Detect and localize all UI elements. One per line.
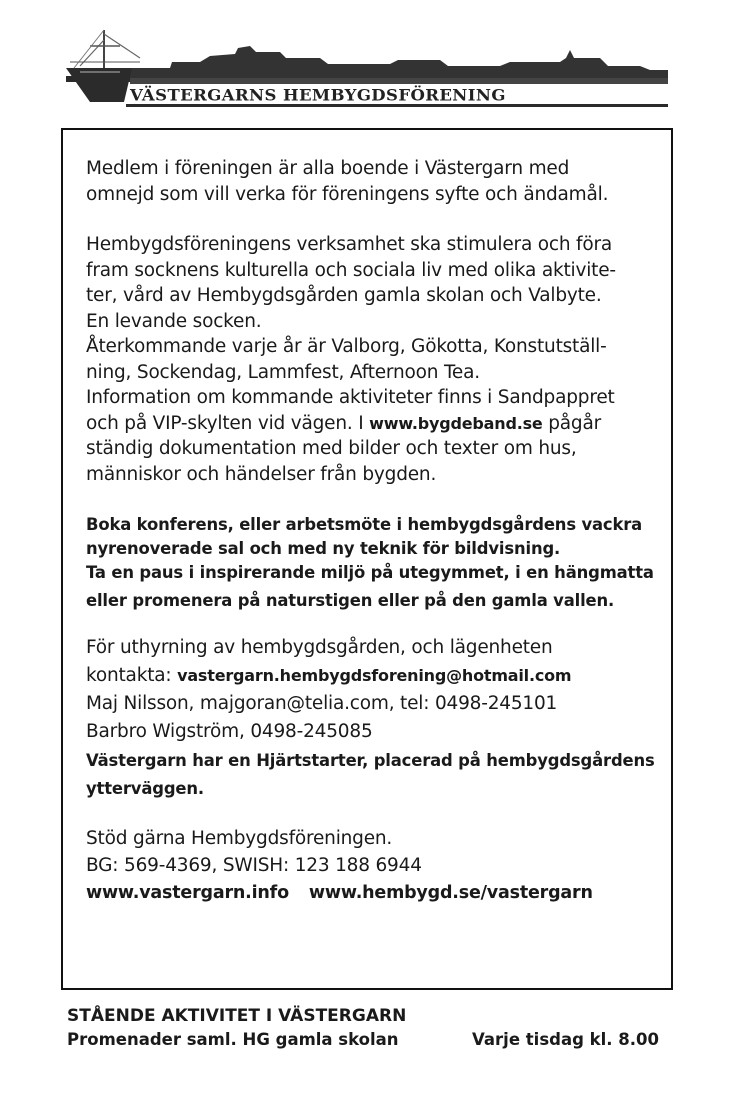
website-line (86, 879, 666, 908)
support-line: Stöd gärna Hembygdsföreningen. (86, 828, 393, 849)
rental-line: För uthyrning av hembygdsgården, och lägenheten (86, 637, 553, 658)
conference-line: nyrenoverade sal och med ny teknik för bildvisning. (86, 539, 561, 558)
activity-line: En levande socken. (86, 310, 262, 332)
intro-line: omnejd som vill verka för föreningens syfte och ändamål. (86, 183, 609, 205)
footer-title: STÅENDE AKTIVITET I VÄSTERGARN (67, 1006, 407, 1026)
activity-line: människor och händelser från bygden. (86, 463, 437, 485)
rental-line: Maj Nilsson, majgoran@telia.com, tel: 0498-245101 (86, 693, 558, 714)
activity-line: ning, Sockendag, Lammfest, Afternoon Tea. (86, 361, 480, 383)
heart-starter-line: ytterväggen. (86, 779, 204, 798)
activity-line: Information om kommande aktiviteter finns i Sandpappret (86, 387, 615, 408)
activity-line: fram socknens kulturella och sociala liv med olika aktivite- (86, 259, 616, 281)
email-link[interactable]: vastergarn.hembygdsforening@hotmail.com (177, 666, 572, 685)
website-link-1[interactable]: www.vastergarn.info (86, 883, 289, 903)
header-title: VÄSTERGARNS HEMBYGDSFÖRENING (130, 86, 506, 105)
footer (67, 1004, 667, 1052)
intro-line: Medlem i föreningen är alla boende i Västergarn med (86, 158, 570, 179)
activity-line: ter, vård av Hembygdsgården gamla skolan och Valbyte. (86, 285, 602, 306)
conference-line: Ta en paus i inspirerande miljö på utegymmet, i en hängmatta (86, 563, 654, 582)
conference-line: eller promenera på naturstigen eller på den gamla vallen. (86, 591, 615, 610)
conference-line: Boka konferens, eller arbetsmöte i hembygdsgårdens vackra (86, 515, 643, 534)
footer-row (67, 1028, 659, 1052)
activity-text: pågår (542, 412, 602, 434)
footer-time: Varje tisdag kl. 8.00 (472, 1030, 659, 1049)
activity-line-with-link (86, 411, 666, 437)
contact-label: kontakta: (86, 665, 178, 686)
content-text (86, 156, 666, 908)
website-link-2[interactable]: www.hembygd.se/vastergarn (308, 883, 593, 903)
heart-starter-line: Västergarn har en Hjärtstarter, placerad på hembygdsgårdens (86, 751, 655, 770)
activity-line: ständig dokumentation med bilder och texter om hus, (86, 438, 577, 459)
bygdeband-link[interactable]: www.bygdeband.se (369, 413, 543, 433)
activity-line: Hembygdsföreningens verksamhet ska stimulera och föra (86, 234, 613, 255)
activity-text: och på VIP-skylten vid vägen. I (86, 412, 370, 434)
rental-line: Barbro Wigström, 0498-245085 (86, 721, 373, 742)
footer-activity: Promenader saml. HG gamla skolan (67, 1030, 399, 1049)
support-line: BG: 569-4369, SWISH: 123 188 6944 (86, 855, 422, 876)
header-banner (60, 28, 672, 110)
rental-contact-line (86, 662, 666, 690)
activity-line: Återkommande varje år är Valborg, Gökotta, Konstutställ- (86, 336, 607, 357)
